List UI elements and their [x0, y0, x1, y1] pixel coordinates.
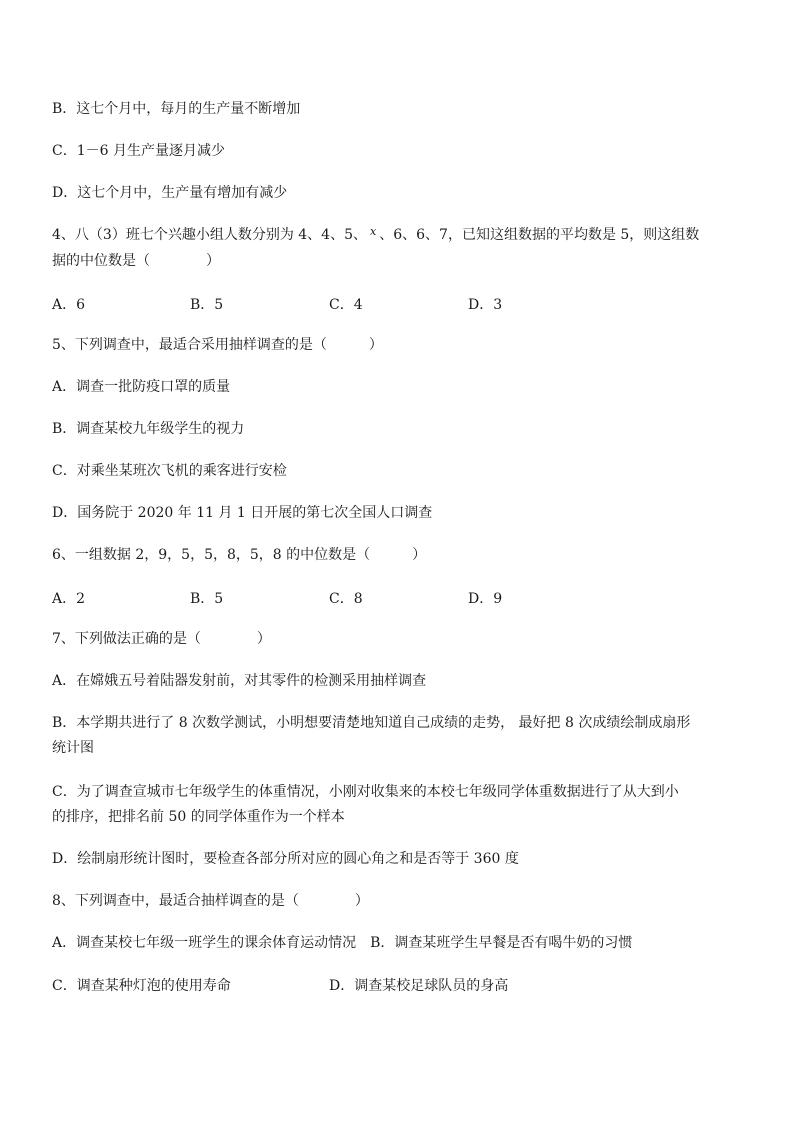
q5-option-d: D．国务院于 2020 年 11 月 1 日开展的第七次全国人口调查 — [52, 505, 433, 521]
q6-option-c: C．8 — [329, 591, 363, 607]
q4-stem-part1: 4、八（3）班七个兴趣小组人数分别为 4、4、5、 — [52, 227, 367, 243]
q4-options — [52, 296, 612, 314]
q7-option-c-line2: 的排序，把排名前 50 的同学体重作为一个样本 — [52, 809, 345, 825]
q3-option-d: D．这七个月中，生产量有增加有减少 — [52, 185, 288, 201]
q4-option-a: A．6 — [52, 297, 86, 313]
q8-option-a: A．调查某校七年级一班学生的课余体育运动情况 — [52, 935, 357, 951]
q3-option-c: C．1－6 月生产量逐月减少 — [52, 143, 225, 159]
q4-option-c: C．4 — [329, 297, 363, 313]
q5-option-a: A．调查一批防疫口罩的质量 — [52, 379, 231, 395]
q8-options-row1 — [52, 934, 632, 952]
q6-option-d: D．9 — [468, 591, 503, 607]
q7-option-a: A．在嫦娥五号着陆器发射前，对其零件的检测采用抽样调查 — [52, 673, 427, 689]
q6-stem: 6、一组数据 2，9，5，5，8，5，8 的中位数是（ ） — [52, 547, 427, 563]
q7-option-b: B．本学期共进行了 8 次数学测试，小明想要清楚地知道自己成绩的走势， 最好把 8 次成绩绘制成扇形 — [52, 715, 691, 731]
q4-stem — [52, 226, 699, 245]
q8-option-d: D．调查某校足球队员的身高 — [329, 978, 509, 994]
q4-option-d: D．3 — [468, 297, 503, 313]
q6-option-b: B．5 — [190, 591, 224, 607]
q4-stem-line2: 据的中位数是（ ） — [52, 253, 220, 269]
q7-option-b-line2: 统计图 — [52, 740, 94, 756]
q4-stem-part2: 、6、6、7，已知这组数据的平均数是 5，则这组数 — [379, 227, 700, 243]
q5-stem: 5、下列调查中，最适合采用抽样调查的是（ ） — [52, 337, 383, 353]
q7-option-c: C．为了调查宣城市七年级学生的体重情况，小刚对收集来的本校七年级同学体重数据进行了从大到小 — [52, 784, 679, 800]
q7-option-d: D．绘制扇形统计图时，要检查各部分所对应的圆心角之和是否等于 360 度 — [52, 851, 519, 867]
q8-option-c: C．调查某种灯泡的使用寿命 — [52, 978, 231, 994]
q6-options — [52, 590, 612, 608]
q3-option-b: B．这七个月中，每月的生产量不断增加 — [52, 101, 301, 117]
q8-stem: 8、下列调查中，最适合抽样调查的是（ ） — [52, 893, 369, 909]
q8-options-row2 — [52, 977, 612, 995]
q7-stem: 7、下列做法正确的是（ ） — [52, 631, 271, 647]
q4-option-b: B．5 — [190, 297, 224, 313]
q8-option-b: B．调查某班学生早餐是否有喝牛奶的习惯 — [370, 935, 633, 951]
q5-option-c: C．对乘坐某班次飞机的乘客进行安检 — [52, 463, 287, 479]
q5-option-b: B．调查某校九年级学生的视力 — [52, 421, 245, 437]
q6-option-a: A．2 — [52, 591, 86, 607]
q4-variable-x: x — [370, 225, 377, 238]
